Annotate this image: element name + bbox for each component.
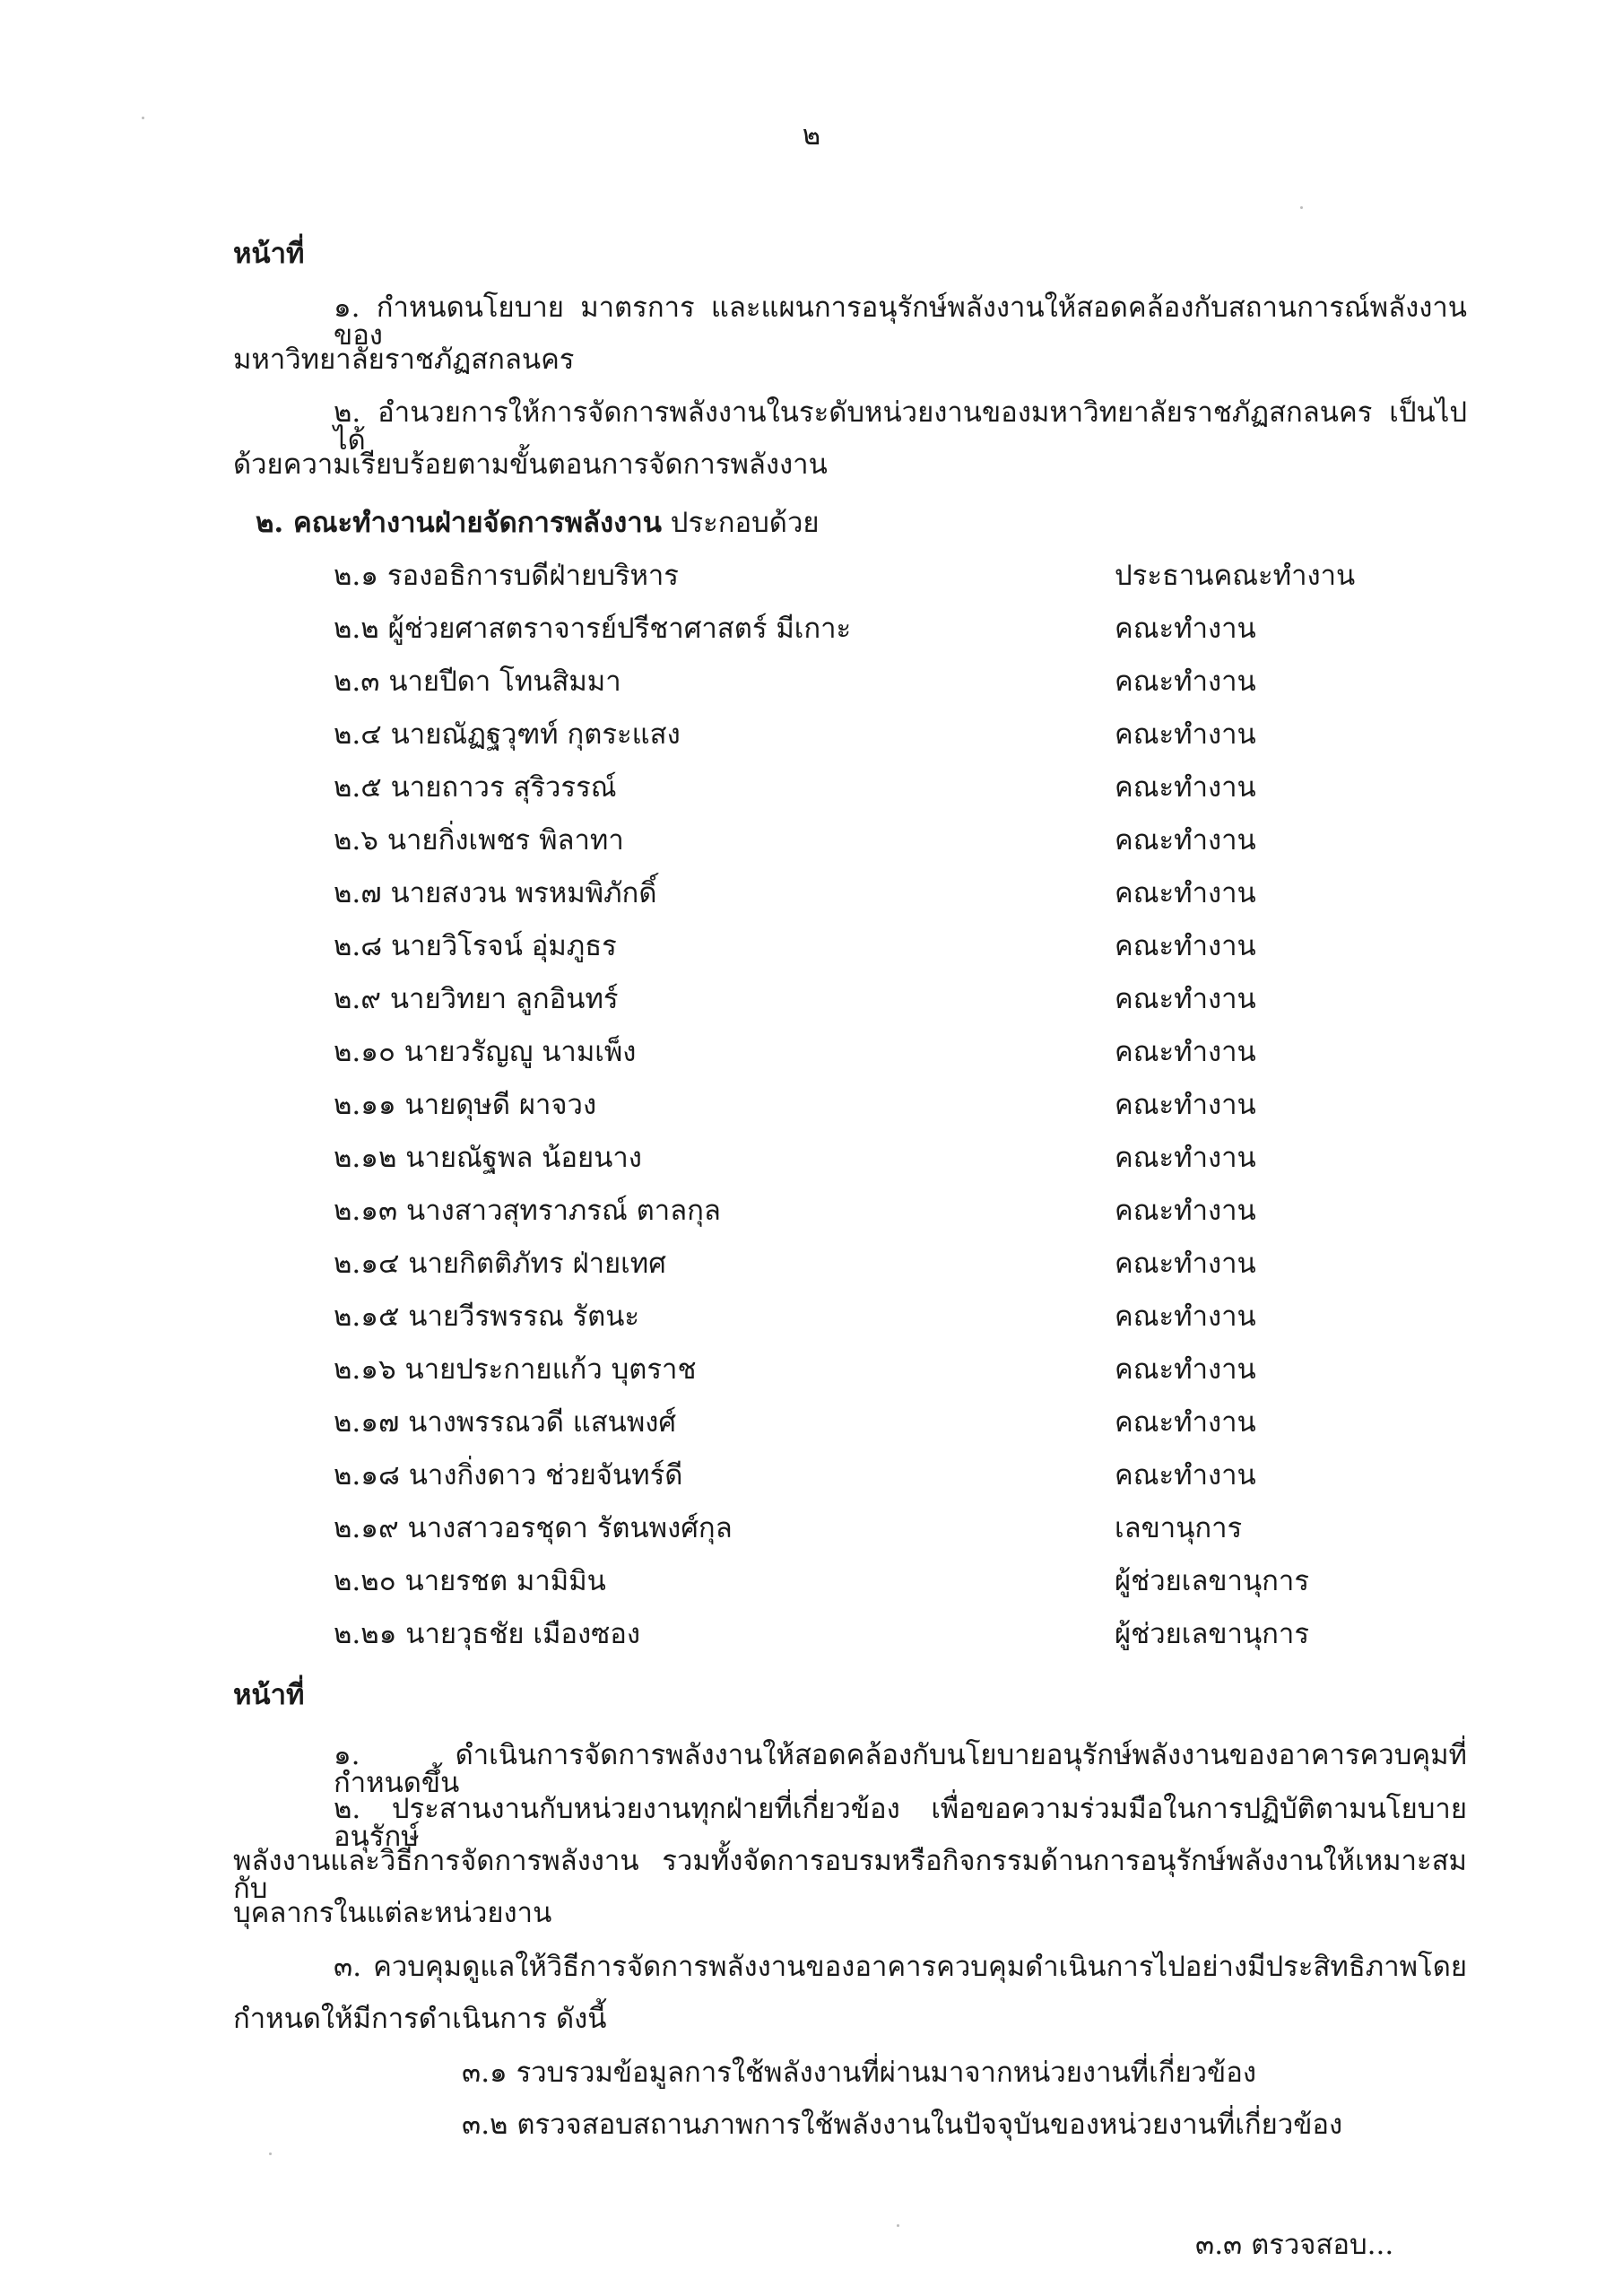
member-role: คณะทำงาน: [1115, 1459, 1256, 1492]
duty1-line1: ๑. กำหนดนโยบาย มาตรการ และแผนการอนุรักษ์พลังงานให้สอดคล้องกับสถานการณ์พลังงานของ: [334, 291, 1467, 352]
member-role: คณะทำงาน: [1115, 665, 1256, 698]
member-role: เลขานุการ: [1115, 1512, 1243, 1544]
s2-duty3-line1: ๓. ควบคุมดูแลให้วิธีการจัดการพลังงานของอาคารควบคุมดำเนินการไปอย่างมีประสิทธิภาพโดย: [334, 1951, 1467, 1983]
member-role: คณะทำงาน: [1115, 1248, 1256, 1280]
s2-duty2-line2: พลังงานและวิธีการจัดการพลังงาน รวมทั้งจัดการอบรมหรือกิจกรรมด้านการอนุรักษ์พลังงานให้เหมาะสมกับ: [233, 1845, 1467, 1905]
member-name: ๒.๑๙ นางสาวอรชุดา รัตนพงศ์กุล: [334, 1512, 733, 1544]
member-name: ๒.๑๔ นายกิตติภัทร ฝ่ายเทศ: [334, 1248, 666, 1280]
member-role: คณะทำงาน: [1115, 824, 1256, 857]
scan-speck: [897, 2224, 899, 2227]
member-name: ๒.๖ นายกิ่งเพชร พิลาทา: [334, 824, 624, 857]
duties-heading-2: หน้าที่: [233, 1679, 305, 1711]
member-name: ๒.๑๐ นายวรัญญู นามเพ็ง: [334, 1036, 637, 1068]
member-role: ผู้ช่วยเลขานุการ: [1115, 1565, 1309, 1597]
member-name: ๒.๕ นายถาวร สุริวรรณ์: [334, 771, 617, 804]
section2-heading: [256, 509, 820, 537]
member-role: คณะทำงาน: [1115, 1089, 1256, 1121]
member-name: ๒.๑๑ นายดุษดี ผาจวง: [334, 1089, 597, 1121]
s2-sub-item-2: ๓.๒ ตรวจสอบสถานภาพการใช้พลังงานในปัจจุบันของหน่วยงานที่เกี่ยวข้อง: [462, 2109, 1343, 2141]
member-role: คณะทำงาน: [1115, 877, 1256, 909]
member-role: คณะทำงาน: [1115, 1300, 1256, 1333]
duties-heading-1: หน้าที่: [233, 238, 305, 270]
member-role: คณะทำงาน: [1115, 1195, 1256, 1227]
member-name: ๒.๑๓ นางสาวสุทราภรณ์ ตาลกุล: [334, 1195, 721, 1227]
s2-duty2-line1: ๒. ประสานงานกับหน่วยงานทุกฝ่ายที่เกี่ยวข้อง เพื่อขอความร่วมมือในการปฏิบัติตามนโยบายอนุรักษ์: [334, 1793, 1467, 1853]
s2-duty3-line2: กำหนดให้มีการดำเนินการ ดังนี้: [233, 2003, 607, 2035]
scan-speck: [269, 2152, 272, 2155]
duty2-line2: ด้วยความเรียบร้อยตามขั้นตอนการจัดการพลังงาน: [233, 448, 828, 481]
member-role: คณะทำงาน: [1115, 1036, 1256, 1068]
member-name: ๒.๘ นายวิโรจน์ อุ่มภูธร: [334, 930, 617, 962]
page-number: ๒: [802, 119, 821, 152]
member-name: ๒.๑ รองอธิการบดีฝ่ายบริหาร: [334, 560, 679, 592]
s2-duty2-line3: บุคลากรในแต่ละหน่วยงาน: [233, 1897, 552, 1929]
s2-sub-item-1: ๓.๑ รวบรวมข้อมูลการใช้พลังงานที่ผ่านมาจากหน่วยงานที่เกี่ยวข้อง: [462, 2057, 1256, 2089]
member-role: คณะทำงาน: [1115, 613, 1256, 645]
member-role: ประธานคณะทำงาน: [1115, 560, 1356, 592]
member-name: ๒.๔ นายณัฏฐวุฑท์ กุตระแสง: [334, 718, 681, 751]
member-name: ๒.๓ นายปีดา โทนสิมมา: [334, 665, 621, 698]
scan-speck: [142, 117, 144, 119]
member-role: คณะทำงาน: [1115, 1142, 1256, 1174]
member-role: คณะทำงาน: [1115, 930, 1256, 962]
section2-heading-bold: ๒. คณะทำงานฝ่ายจัดการพลังงาน: [256, 507, 662, 539]
member-role: คณะทำงาน: [1115, 983, 1256, 1015]
member-name: ๒.๒ ผู้ช่วยศาสตราจารย์ปรีชาศาสตร์ มีเกาะ: [334, 613, 852, 645]
s2-duty1: ๑. ดำเนินการจัดการพลังงานให้สอดคล้องกับนโยบายอนุรักษ์พลังงานของอาคารควบคุมที่กำหนดขึ้น: [334, 1739, 1467, 1799]
duty2-line1: ๒. อำนวยการให้การจัดการพลังงานในระดับหน่วยงานของมหาวิทยาลัยราชภัฏสกลนคร เป็นไปได้: [334, 396, 1467, 457]
member-name: ๒.๒๐ นายรชต มามิมิน: [334, 1565, 606, 1597]
member-name: ๒.๑๖ นายประกายแก้ว บุตราช: [334, 1353, 697, 1386]
member-name: ๒.๑๗ นางพรรณวดี แสนพงศ์: [334, 1406, 677, 1439]
member-name: ๒.๗ นายสงวน พรหมพิภักดิ์: [334, 877, 657, 909]
member-role: คณะทำงาน: [1115, 1353, 1256, 1386]
member-name: ๒.๑๕ นายวีรพรรณ รัตนะ: [334, 1300, 640, 1333]
member-name: ๒.๑๘ นางกิ่งดาว ช่วยจันทร์ดี: [334, 1459, 683, 1492]
continuation-marker: ๓.๓ ตรวจสอบ...: [1195, 2229, 1394, 2261]
member-name: ๒.๙ นายวิทยา ลูกอินทร์: [334, 983, 619, 1015]
duty1-line2: มหาวิทยาลัยราชภัฏสกลนคร: [233, 344, 575, 376]
scan-speck: [1300, 206, 1303, 209]
member-role: คณะทำงาน: [1115, 718, 1256, 751]
member-name: ๒.๒๑ นายวุธชัย เมืองซอง: [334, 1618, 640, 1650]
member-role: ผู้ช่วยเลขานุการ: [1115, 1618, 1309, 1650]
member-role: คณะทำงาน: [1115, 771, 1256, 804]
member-role: คณะทำงาน: [1115, 1406, 1256, 1439]
member-name: ๒.๑๒ นายณัฐพล น้อยนาง: [334, 1142, 642, 1174]
section2-heading-rest: ประกอบด้วย: [670, 507, 820, 539]
